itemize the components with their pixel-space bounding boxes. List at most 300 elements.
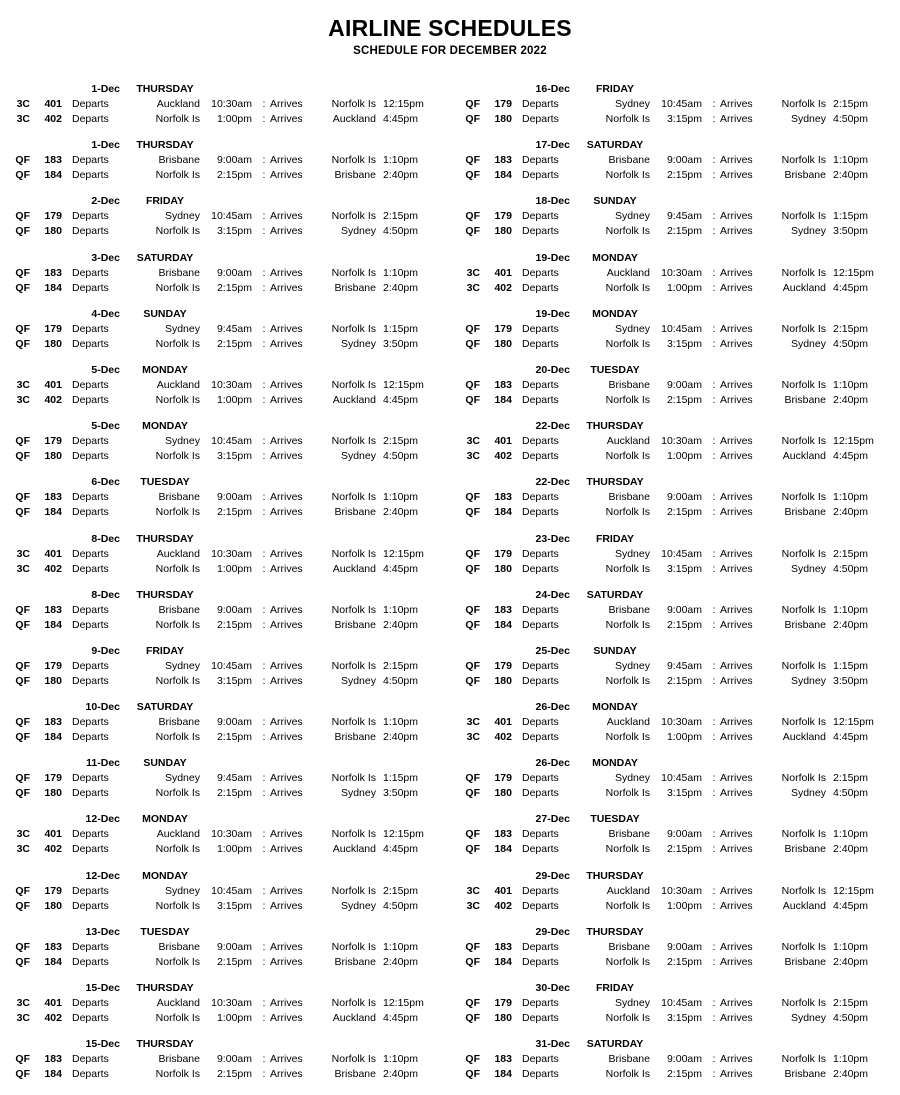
flight-row[interactable] xyxy=(450,434,900,449)
schedule-group-header xyxy=(450,475,900,490)
arrival-time: 2:40pm xyxy=(383,955,419,968)
airline-code: QF xyxy=(465,1012,480,1024)
flight-row[interactable] xyxy=(0,393,450,408)
airline-code: 3C xyxy=(466,266,480,279)
schedule-day: TUESDAY xyxy=(590,813,640,826)
airline-code: QF xyxy=(15,787,30,800)
destination-airport: Norfolk Is xyxy=(331,322,376,335)
departs-label: Departs xyxy=(522,337,559,350)
departure-time: 2:15pm xyxy=(666,169,702,182)
origin-airport: Norfolk Is xyxy=(155,899,200,912)
origin-airport: Auckland xyxy=(156,828,200,841)
separator-colon: : xyxy=(262,378,266,391)
airline-code: QF xyxy=(465,393,480,406)
arrives-label: Arrives xyxy=(270,322,303,335)
flight-row[interactable] xyxy=(0,730,450,745)
flight-row[interactable] xyxy=(450,899,900,914)
schedule-day: TUESDAY xyxy=(140,925,190,938)
airline-code: 3C xyxy=(466,731,480,744)
schedule-day: SATURDAY xyxy=(136,251,194,264)
flight-row[interactable] xyxy=(450,153,900,168)
schedule-group xyxy=(450,756,900,812)
flight-number: 401 xyxy=(44,828,62,841)
flight-row[interactable] xyxy=(0,112,450,127)
arrival-time: 3:50pm xyxy=(833,674,869,687)
destination-airport: Sydney xyxy=(790,562,826,575)
destination-airport: Norfolk Is xyxy=(781,435,826,448)
flight-row[interactable] xyxy=(450,674,900,689)
destination-airport: Auckland xyxy=(332,562,376,575)
origin-airport: Norfolk Is xyxy=(605,787,650,800)
flight-row[interactable] xyxy=(0,1011,450,1026)
separator-colon: : xyxy=(262,98,266,110)
flight-row[interactable] xyxy=(0,827,450,842)
separator-colon: : xyxy=(712,562,716,575)
flight-row[interactable] xyxy=(450,490,900,505)
destination-airport: Auckland xyxy=(782,731,826,744)
arrives-label: Arrives xyxy=(270,491,303,504)
arrives-label: Arrives xyxy=(720,225,753,238)
flight-number: 402 xyxy=(494,731,512,744)
separator-colon: : xyxy=(262,940,266,953)
arrives-label: Arrives xyxy=(720,843,753,856)
schedule-date: 17-Dec xyxy=(535,139,570,152)
schedule-date: 1-Dec xyxy=(91,83,120,95)
flight-row[interactable] xyxy=(450,1067,900,1082)
schedule-group-header xyxy=(0,251,450,266)
origin-airport: Sydney xyxy=(614,322,650,335)
flight-row[interactable] xyxy=(450,940,900,955)
origin-airport: Norfolk Is xyxy=(155,1012,200,1024)
origin-airport: Brisbane xyxy=(608,491,650,504)
flight-row[interactable] xyxy=(450,1011,900,1026)
destination-airport: Brisbane xyxy=(784,506,826,519)
schedule-group xyxy=(450,307,900,363)
origin-airport: Norfolk Is xyxy=(605,337,650,350)
flight-number: 180 xyxy=(494,225,512,238)
destination-airport: Brisbane xyxy=(334,281,376,294)
flight-row[interactable] xyxy=(450,168,900,183)
departs-label: Departs xyxy=(72,337,109,350)
destination-airport: Norfolk Is xyxy=(781,772,826,785)
schedule-group-header xyxy=(450,588,900,603)
flight-number: 402 xyxy=(494,899,512,912)
separator-colon: : xyxy=(262,169,266,182)
flight-row[interactable] xyxy=(450,266,900,281)
schedule-date: 24-Dec xyxy=(535,588,570,601)
separator-colon: : xyxy=(262,322,266,335)
departs-label: Departs xyxy=(522,716,559,729)
flight-row[interactable] xyxy=(0,224,450,239)
schedule-group xyxy=(450,419,900,475)
flight-number: 184 xyxy=(494,955,512,968)
airline-code: 3C xyxy=(16,997,30,1009)
destination-airport: Sydney xyxy=(340,674,376,687)
departs-label: Departs xyxy=(72,393,109,406)
departure-time: 9:00am xyxy=(216,1053,252,1066)
separator-colon: : xyxy=(262,210,266,223)
flight-row[interactable] xyxy=(450,659,900,674)
flight-row[interactable] xyxy=(450,505,900,520)
schedule-date: 31-Dec xyxy=(535,1038,570,1051)
departs-label: Departs xyxy=(522,1068,559,1081)
flight-row[interactable] xyxy=(0,490,450,505)
departs-label: Departs xyxy=(72,225,109,238)
arrival-time: 4:45pm xyxy=(383,393,419,406)
schedule-date: 1-Dec xyxy=(91,139,120,152)
departs-label: Departs xyxy=(522,450,559,463)
flight-row[interactable] xyxy=(450,842,900,857)
flight-row[interactable] xyxy=(450,715,900,730)
departs-label: Departs xyxy=(522,281,559,294)
destination-airport: Auckland xyxy=(332,1012,376,1024)
schedule-date: 12-Dec xyxy=(85,869,120,882)
origin-airport: Norfolk Is xyxy=(155,1068,200,1081)
departure-time: 2:15pm xyxy=(666,506,702,519)
flight-number: 184 xyxy=(494,506,512,519)
arrival-time: 12:15pm xyxy=(383,828,424,841)
flight-row[interactable] xyxy=(0,940,450,955)
separator-colon: : xyxy=(712,716,716,729)
airline-code: QF xyxy=(15,281,30,294)
flight-row[interactable] xyxy=(450,547,900,562)
flight-row[interactable] xyxy=(0,505,450,520)
schedule-group xyxy=(0,363,450,419)
flight-number: 183 xyxy=(494,491,512,504)
origin-airport: Norfolk Is xyxy=(605,1012,650,1024)
departure-time: 2:15pm xyxy=(216,169,252,182)
schedule-group-header xyxy=(0,925,450,940)
separator-colon: : xyxy=(712,378,716,391)
arrives-label: Arrives xyxy=(270,843,303,856)
departs-label: Departs xyxy=(72,603,109,616)
airline-code: 3C xyxy=(16,378,30,391)
schedule-day: MONDAY xyxy=(142,420,188,433)
separator-colon: : xyxy=(712,997,716,1009)
arrival-time: 12:15pm xyxy=(383,997,424,1009)
departs-label: Departs xyxy=(522,169,559,182)
flight-number: 180 xyxy=(44,787,62,800)
schedule-date: 20-Dec xyxy=(535,363,570,376)
departs-label: Departs xyxy=(522,1053,559,1066)
flight-row[interactable] xyxy=(450,730,900,745)
flight-row[interactable] xyxy=(0,786,450,801)
schedule-day: MONDAY xyxy=(592,307,638,320)
separator-colon: : xyxy=(712,1012,716,1024)
schedule-group-header xyxy=(450,138,900,153)
destination-airport: Norfolk Is xyxy=(781,828,826,841)
airline-code: 3C xyxy=(466,899,480,912)
origin-airport: Norfolk Is xyxy=(605,843,650,856)
origin-airport: Norfolk Is xyxy=(605,113,650,125)
flight-row[interactable] xyxy=(450,1052,900,1067)
destination-airport: Auckland xyxy=(782,281,826,294)
airline-code: QF xyxy=(15,169,30,182)
airline-code: QF xyxy=(15,884,30,897)
arrival-time: 4:45pm xyxy=(833,281,869,294)
flight-row[interactable] xyxy=(0,1067,450,1082)
arrives-label: Arrives xyxy=(270,674,303,687)
separator-colon: : xyxy=(262,266,266,279)
arrival-time: 1:10pm xyxy=(383,154,419,167)
origin-airport: Brisbane xyxy=(158,491,200,504)
arrival-time: 1:10pm xyxy=(833,491,869,504)
arrival-time: 4:50pm xyxy=(833,787,869,800)
departs-label: Departs xyxy=(72,659,109,672)
departs-label: Departs xyxy=(72,1068,109,1081)
flight-row[interactable] xyxy=(0,884,450,899)
flight-row[interactable] xyxy=(450,955,900,970)
departure-time: 1:00pm xyxy=(216,393,252,406)
flight-row[interactable] xyxy=(0,996,450,1011)
separator-colon: : xyxy=(262,281,266,294)
arrival-time: 2:40pm xyxy=(833,843,869,856)
separator-colon: : xyxy=(262,843,266,856)
schedule-group-header xyxy=(450,869,900,884)
flight-row[interactable] xyxy=(0,168,450,183)
arrives-label: Arrives xyxy=(720,98,753,110)
origin-airport: Sydney xyxy=(614,772,650,785)
origin-airport: Sydney xyxy=(614,210,650,223)
flight-row[interactable] xyxy=(450,771,900,786)
flight-number: 183 xyxy=(494,154,512,167)
flight-row[interactable] xyxy=(0,1052,450,1067)
flight-row[interactable] xyxy=(0,562,450,577)
flight-row[interactable] xyxy=(0,337,450,352)
schedule-day: FRIDAY xyxy=(595,532,635,545)
arrival-time: 1:15pm xyxy=(833,210,869,223)
schedule-group-header xyxy=(0,475,450,490)
arrives-label: Arrives xyxy=(270,378,303,391)
flight-row[interactable] xyxy=(0,899,450,914)
flight-row[interactable] xyxy=(0,955,450,970)
flight-row[interactable] xyxy=(0,618,450,633)
arrives-label: Arrives xyxy=(270,955,303,968)
airline-code: QF xyxy=(15,337,30,350)
departs-label: Departs xyxy=(72,772,109,785)
arrives-label: Arrives xyxy=(270,1053,303,1066)
departure-time: 1:00pm xyxy=(216,1012,252,1024)
departure-time: 2:15pm xyxy=(666,674,702,687)
flight-row[interactable] xyxy=(450,337,900,352)
schedule-day: THURSDAY xyxy=(586,869,644,882)
origin-airport: Auckland xyxy=(606,435,650,448)
origin-airport: Auckland xyxy=(606,716,650,729)
departure-time: 1:00pm xyxy=(666,281,702,294)
separator-colon: : xyxy=(712,1053,716,1066)
airline-code: QF xyxy=(15,772,30,785)
flight-row[interactable] xyxy=(450,562,900,577)
schedule-group xyxy=(0,812,450,868)
departure-time: 10:30am xyxy=(211,378,252,391)
arrives-label: Arrives xyxy=(270,281,303,294)
destination-airport: Sydney xyxy=(340,450,376,463)
departs-label: Departs xyxy=(522,266,559,279)
arrival-time: 2:15pm xyxy=(833,322,869,335)
separator-colon: : xyxy=(262,506,266,519)
separator-colon: : xyxy=(262,772,266,785)
destination-airport: Sydney xyxy=(790,337,826,350)
flight-row[interactable] xyxy=(0,547,450,562)
flight-row[interactable] xyxy=(450,618,900,633)
arrival-time: 2:40pm xyxy=(833,618,869,631)
flight-row[interactable] xyxy=(0,659,450,674)
departs-label: Departs xyxy=(522,787,559,800)
flight-number: 184 xyxy=(494,1068,512,1081)
separator-colon: : xyxy=(712,393,716,406)
flight-row[interactable] xyxy=(450,884,900,899)
departs-label: Departs xyxy=(522,1012,559,1024)
arrives-label: Arrives xyxy=(270,828,303,841)
flight-row[interactable] xyxy=(0,153,450,168)
arrives-label: Arrives xyxy=(270,1068,303,1081)
schedule-date: 22-Dec xyxy=(535,420,570,433)
departs-label: Departs xyxy=(72,731,109,744)
flight-number: 180 xyxy=(494,1012,512,1024)
arrives-label: Arrives xyxy=(720,828,753,841)
arrives-label: Arrives xyxy=(270,884,303,897)
destination-airport: Brisbane xyxy=(784,1068,826,1081)
departure-time: 10:30am xyxy=(211,828,252,841)
departure-time: 10:30am xyxy=(211,547,252,560)
flight-number: 179 xyxy=(44,322,62,335)
departure-time: 3:15pm xyxy=(666,562,702,575)
airline-code: QF xyxy=(465,506,480,519)
flight-row[interactable] xyxy=(450,281,900,296)
schedule-group-header xyxy=(450,756,900,771)
flight-row[interactable] xyxy=(450,603,900,618)
departure-time: 2:15pm xyxy=(216,1068,252,1081)
arrives-label: Arrives xyxy=(270,169,303,182)
flight-row[interactable] xyxy=(0,715,450,730)
flight-row[interactable] xyxy=(450,449,900,464)
flight-row[interactable] xyxy=(0,449,450,464)
flight-row[interactable] xyxy=(0,209,450,224)
arrives-label: Arrives xyxy=(270,659,303,672)
airline-code: QF xyxy=(465,1053,480,1066)
airline-code: 3C xyxy=(466,716,480,729)
arrives-label: Arrives xyxy=(270,450,303,463)
flight-number: 183 xyxy=(44,1053,62,1066)
flight-number: 179 xyxy=(44,772,62,785)
departure-time: 3:15pm xyxy=(216,899,252,912)
page-subtitle: SCHEDULE FOR DECEMBER 2022 xyxy=(353,45,547,57)
departure-time: 2:15pm xyxy=(216,281,252,294)
schedule-group xyxy=(450,812,900,868)
arrives-label: Arrives xyxy=(720,884,753,897)
flight-row[interactable] xyxy=(450,393,900,408)
departure-time: 10:45am xyxy=(661,322,702,335)
arrives-label: Arrives xyxy=(270,1012,303,1024)
flight-row[interactable] xyxy=(450,322,900,337)
schedule-date: 5-Dec xyxy=(91,420,120,433)
flight-row[interactable] xyxy=(0,322,450,337)
destination-airport: Norfolk Is xyxy=(331,772,376,785)
airline-code: QF xyxy=(465,674,480,687)
arrival-time: 1:15pm xyxy=(833,659,869,672)
flight-number: 402 xyxy=(44,393,62,406)
flight-row[interactable] xyxy=(0,434,450,449)
schedule-group-header xyxy=(450,700,900,715)
arrives-label: Arrives xyxy=(720,899,753,912)
flight-row[interactable] xyxy=(450,209,900,224)
departs-label: Departs xyxy=(72,435,109,448)
arrival-time: 4:45pm xyxy=(383,843,419,856)
arrives-label: Arrives xyxy=(720,393,753,406)
separator-colon: : xyxy=(712,113,716,125)
schedule-date: 4-Dec xyxy=(91,307,120,320)
arrives-label: Arrives xyxy=(720,337,753,350)
destination-airport: Sydney xyxy=(340,337,376,350)
separator-colon: : xyxy=(712,603,716,616)
separator-colon: : xyxy=(712,674,716,687)
departs-label: Departs xyxy=(72,997,109,1009)
flight-number: 179 xyxy=(44,435,62,448)
destination-airport: Sydney xyxy=(790,113,826,125)
arrival-time: 3:50pm xyxy=(383,787,419,800)
flight-row[interactable] xyxy=(450,224,900,239)
destination-airport: Brisbane xyxy=(784,843,826,856)
departs-label: Departs xyxy=(72,506,109,519)
flight-row[interactable] xyxy=(0,97,450,112)
arrives-label: Arrives xyxy=(720,716,753,729)
flight-row[interactable] xyxy=(450,786,900,801)
departs-label: Departs xyxy=(522,955,559,968)
arrives-label: Arrives xyxy=(720,562,753,575)
schedule-date: 13-Dec xyxy=(85,925,120,938)
arrival-time: 1:10pm xyxy=(383,716,419,729)
flight-row[interactable] xyxy=(0,281,450,296)
flight-row[interactable] xyxy=(450,112,900,127)
flight-row[interactable] xyxy=(0,266,450,281)
flight-number: 179 xyxy=(44,884,62,897)
flight-row[interactable] xyxy=(450,827,900,842)
departure-time: 2:15pm xyxy=(666,225,702,238)
schedule-date: 27-Dec xyxy=(535,813,570,826)
separator-colon: : xyxy=(262,659,266,672)
separator-colon: : xyxy=(712,618,716,631)
flight-row[interactable] xyxy=(450,97,900,112)
origin-airport: Norfolk Is xyxy=(605,506,650,519)
arrival-time: 1:15pm xyxy=(383,322,419,335)
schedule-day: SATURDAY xyxy=(586,588,644,601)
schedule-day: MONDAY xyxy=(592,251,638,264)
airline-code: QF xyxy=(465,828,480,841)
departure-time: 9:00am xyxy=(666,1053,702,1066)
departs-label: Departs xyxy=(72,955,109,968)
flight-row[interactable] xyxy=(0,603,450,618)
destination-airport: Brisbane xyxy=(334,506,376,519)
schedule-group xyxy=(0,644,450,700)
flight-row[interactable] xyxy=(450,378,900,393)
departure-time: 10:45am xyxy=(661,997,702,1009)
flight-row[interactable] xyxy=(0,378,450,393)
departs-label: Departs xyxy=(522,322,559,335)
arrival-time: 2:15pm xyxy=(383,435,419,448)
flight-row[interactable] xyxy=(450,996,900,1011)
departure-time: 2:15pm xyxy=(666,843,702,856)
separator-colon: : xyxy=(712,884,716,897)
flight-number: 180 xyxy=(494,674,512,687)
arrival-time: 4:45pm xyxy=(383,1012,419,1024)
flight-row[interactable] xyxy=(0,842,450,857)
schedule-group-header xyxy=(0,644,450,659)
flight-row[interactable] xyxy=(0,771,450,786)
origin-airport: Brisbane xyxy=(608,154,650,167)
arrival-time: 1:10pm xyxy=(833,378,869,391)
arrives-label: Arrives xyxy=(720,674,753,687)
flight-row[interactable] xyxy=(0,674,450,689)
